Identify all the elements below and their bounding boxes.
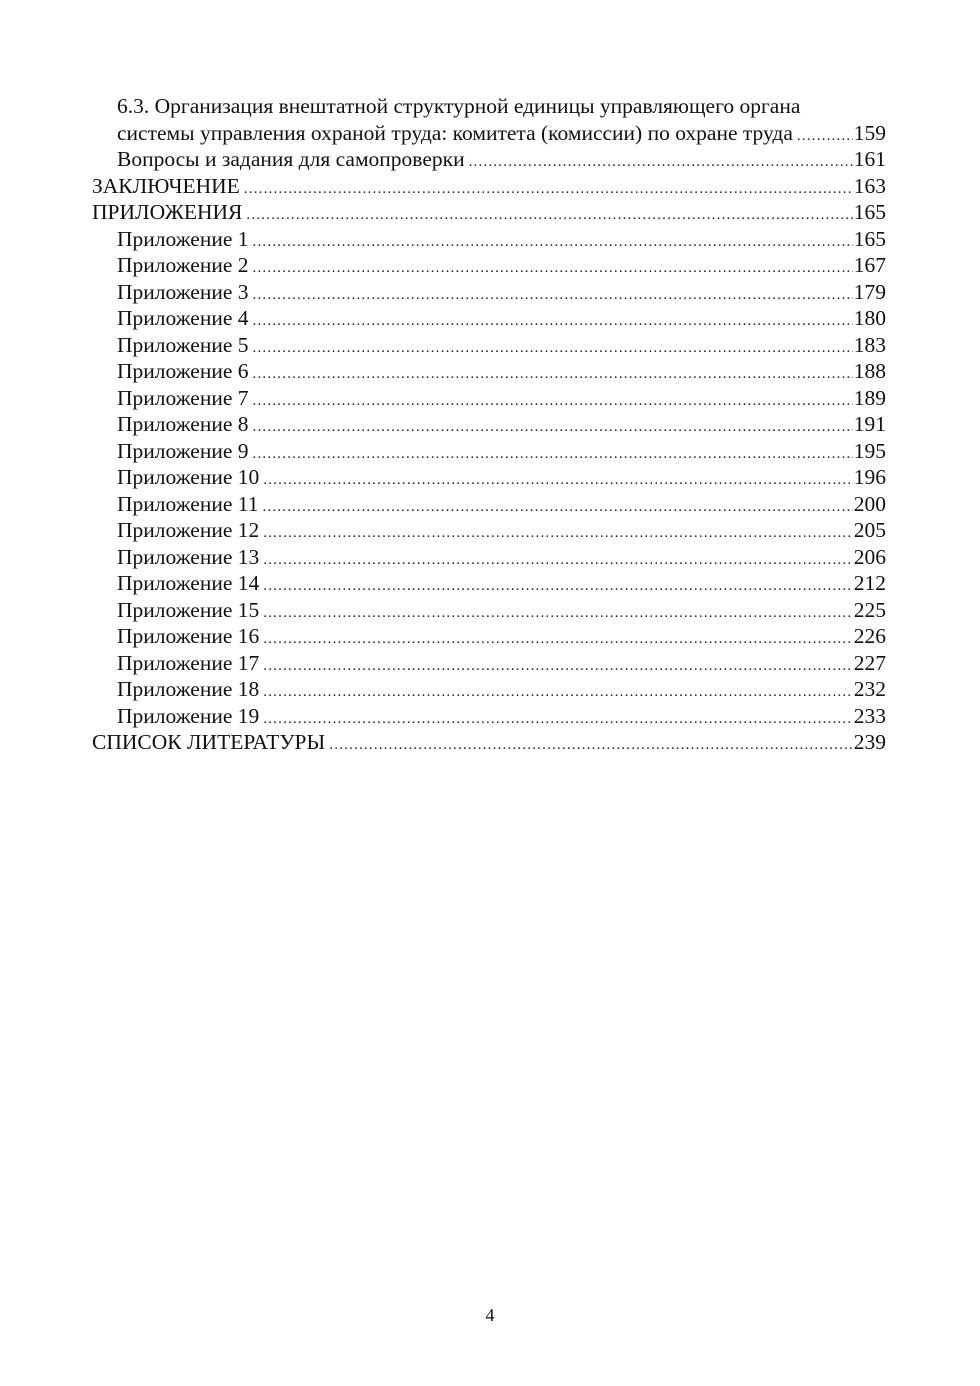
dot-leader: [262, 494, 852, 521]
toc-entry[interactable]: [92, 491, 886, 518]
toc-entry[interactable]: [92, 597, 886, 624]
dot-leader: [263, 467, 852, 494]
dot-leader: [253, 361, 853, 388]
toc-entry[interactable]: [92, 570, 886, 597]
toc-entry-title: Приложение 1: [117, 226, 249, 251]
toc-entry-title: Приложение 7: [117, 385, 249, 410]
toc-entry-title: ЗАКЛЮЧЕНИЕ: [92, 173, 240, 198]
toc-entry[interactable]: [92, 703, 886, 730]
toc-page-number: 165: [853, 226, 886, 251]
toc-page-number: 159: [853, 120, 886, 145]
toc-entry[interactable]: [92, 438, 886, 465]
toc-page-number: 225: [853, 597, 886, 622]
toc-entry-title: Приложение 11: [117, 491, 259, 516]
toc-page-number: 163: [853, 173, 886, 198]
toc-entry[interactable]: [92, 517, 886, 544]
dot-leader: [253, 255, 853, 282]
toc-entry-title: Приложение 18: [117, 677, 260, 701]
toc-entry-title: Приложение 9: [117, 438, 249, 463]
dot-leader: [263, 679, 852, 706]
toc-entry[interactable]: [92, 199, 886, 226]
toc-entry-title: Вопросы и задания для самопроверки: [117, 147, 465, 171]
toc-entry-title: Приложение 4: [117, 306, 249, 330]
dot-leader: [253, 282, 853, 309]
dot-leader: [253, 229, 853, 256]
toc-page-number: 167: [853, 253, 886, 277]
toc-page-number: 196: [853, 465, 886, 489]
toc-entry[interactable]: [92, 676, 886, 703]
toc-entry-6-3-line1[interactable]: [92, 93, 886, 120]
toc-entry[interactable]: [92, 358, 886, 385]
toc-entry[interactable]: [92, 332, 886, 359]
dot-leader: [263, 520, 852, 547]
dot-leader: [253, 414, 853, 441]
toc-page-number: 179: [853, 279, 886, 304]
toc-page-number: 195: [853, 438, 886, 463]
toc-entry[interactable]: [92, 729, 886, 756]
toc-entry[interactable]: [92, 464, 886, 491]
toc-page-number: 189: [853, 385, 886, 410]
toc-entry[interactable]: [92, 226, 886, 253]
toc-page-number: 165: [853, 200, 886, 224]
dot-leader: [253, 335, 853, 362]
toc-entry-title: Приложение 19: [117, 703, 260, 728]
dot-leader: [263, 653, 852, 680]
dot-leader: [797, 123, 853, 150]
toc-page-number: 200: [853, 491, 886, 516]
toc-page-number: 205: [853, 518, 886, 542]
dot-leader: [253, 308, 853, 335]
toc-page-number: 233: [853, 703, 886, 728]
toc-entry-title: СПИСОК ЛИТЕРАТУРЫ: [92, 730, 326, 754]
toc-page-number: 206: [853, 544, 886, 569]
table-of-contents: [92, 93, 886, 756]
toc-entry-title: Приложение 8: [117, 412, 249, 436]
dot-leader: [263, 626, 852, 653]
toc-entry[interactable]: [92, 252, 886, 279]
toc-entry-title: Приложение 14: [117, 571, 260, 595]
toc-entry-title: системы управления охраной труда: комитета (комиссии) по охране труда: [117, 120, 793, 145]
dot-leader: [253, 441, 853, 468]
toc-page-number: 183: [853, 332, 886, 357]
toc-entry-title: Приложение 3: [117, 279, 249, 304]
dot-leader: [469, 149, 853, 176]
toc-page-number: 239: [853, 730, 886, 754]
toc-entry[interactable]: [92, 623, 886, 650]
toc-entry[interactable]: [92, 173, 886, 200]
page-number: 4: [485, 1305, 495, 1325]
toc-entry-title: 6.3. Организация внештатной структурной единицы управляющего органа: [117, 94, 801, 118]
toc-entry[interactable]: [92, 411, 886, 438]
toc-page-number: 227: [853, 650, 886, 675]
dot-leader: [263, 547, 852, 574]
toc-page-number: 161: [853, 147, 886, 171]
toc-entry[interactable]: [92, 544, 886, 571]
dot-leader: [244, 176, 853, 203]
toc-page-number: 226: [853, 624, 886, 648]
toc-entry-title: Приложение 6: [117, 359, 249, 383]
toc-page-number: 212: [853, 571, 886, 595]
toc-entry-title: Приложение 15: [117, 597, 260, 622]
toc-page-number: 188: [853, 359, 886, 383]
toc-page-number: 232: [853, 677, 886, 701]
dot-leader: [253, 388, 853, 415]
dot-leader: [263, 600, 852, 627]
toc-entry-title: Приложение 5: [117, 332, 249, 357]
toc-entry[interactable]: [92, 650, 886, 677]
toc-entry[interactable]: [92, 279, 886, 306]
dot-leader: [263, 573, 852, 600]
toc-entry[interactable]: [92, 305, 886, 332]
toc-entry-title: Приложение 10: [117, 465, 260, 489]
toc-entry-title: Приложение 16: [117, 624, 260, 648]
toc-entry-title: Приложение 13: [117, 544, 260, 569]
toc-entry-title: Приложение 17: [117, 650, 260, 675]
dot-leader: [329, 732, 852, 759]
toc-entry-6-3-line2[interactable]: [92, 120, 886, 147]
toc-entry-title: ПРИЛОЖЕНИЯ: [92, 200, 243, 224]
toc-page-number: 191: [853, 412, 886, 436]
toc-entry-title: Приложение 2: [117, 253, 249, 277]
toc-entry[interactable]: [92, 385, 886, 412]
dot-leader: [263, 706, 852, 733]
dot-leader: [246, 202, 852, 229]
toc-list: [92, 146, 886, 756]
toc-entry[interactable]: [92, 146, 886, 173]
toc-entry-title: Приложение 12: [117, 518, 260, 542]
toc-page-number: 180: [853, 306, 886, 330]
